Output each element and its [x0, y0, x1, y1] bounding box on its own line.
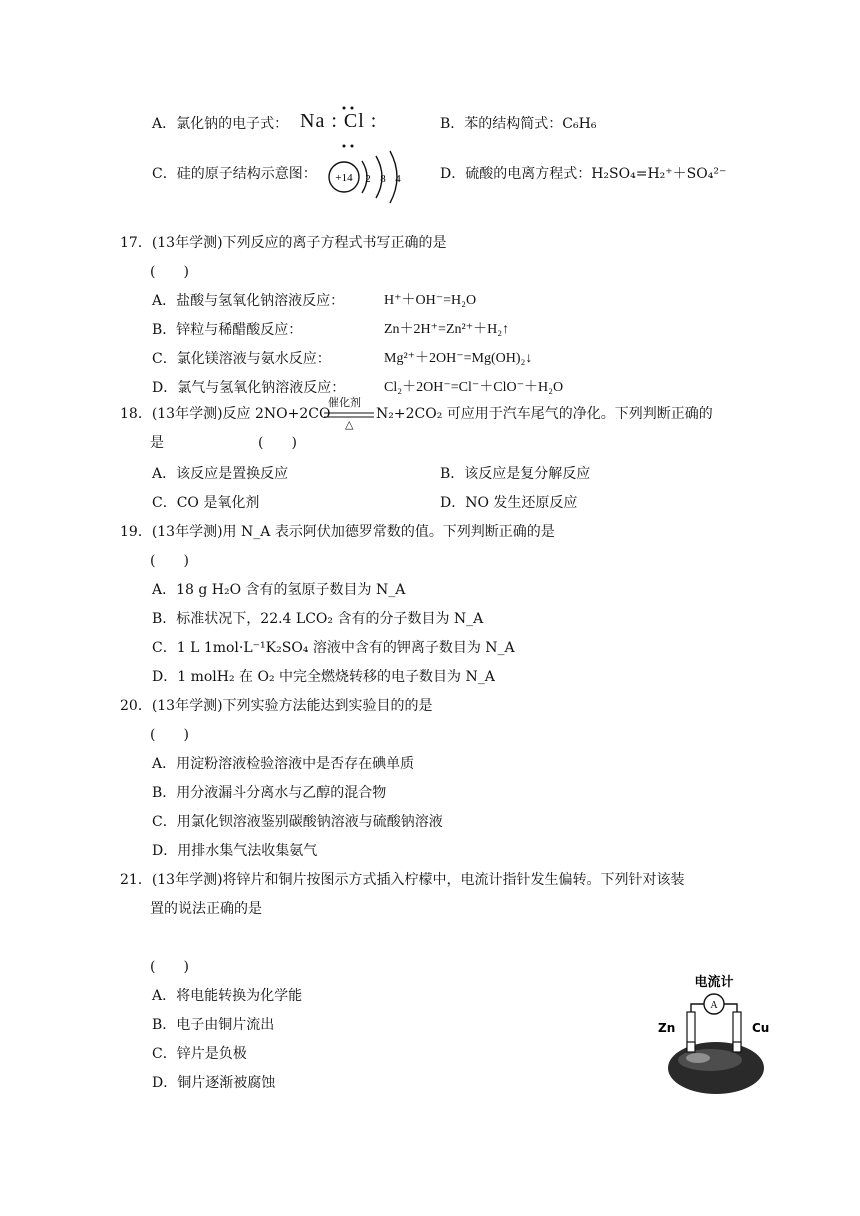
- q20-blank: ( ): [150, 727, 189, 743]
- copper-label: Cu: [752, 1021, 770, 1035]
- q21-stem-line1: 21．(13年学测)将锌片和铜片按图示方式插入柠檬中，电流计指针发生偏转。下列针对该装: [120, 872, 685, 888]
- q18-stem-post: N₂+2CO₂ 可应用于汽车尾气的净化。下列判断正确的: [376, 406, 713, 422]
- q19-option-a: A．18 g H₂O 含有的氢原子数目为 N_A: [152, 582, 406, 598]
- q20-option-d: D．用排水集气法收集氨气: [152, 843, 318, 859]
- q16-option-b: B．苯的结构简式：C₆H₆: [440, 116, 597, 132]
- q18-blank: ( ): [258, 435, 297, 451]
- electron-dots-icon: [330, 104, 370, 150]
- q16-option-a-label: A．氯化钠的电子式：: [152, 116, 289, 132]
- q21-option-d: D．铜片逐渐被腐蚀: [152, 1075, 276, 1091]
- zinc-label: Zn: [658, 1021, 676, 1035]
- nucleus-label: +14: [335, 172, 353, 184]
- silicon-atom-diagram: [326, 146, 410, 208]
- q20-option-c: C．用氯化钡溶液鉴别碳酸钠溶液与硫酸钠溶液: [152, 814, 443, 830]
- q19-stem: 19．(13年学测)用 N_A 表示阿伏加德罗常数的值。下列判断正确的是: [120, 524, 555, 540]
- q16-option-a-formula: Na : Cl :: [300, 110, 378, 132]
- shell-3-count: 4: [395, 173, 401, 185]
- q19-option-b: B．标准状况下，22.4 LCO₂ 含有的分子数目为 N_A: [152, 611, 484, 627]
- q17-option-c-label: C．氯化镁溶液与氨水反应：: [152, 351, 331, 367]
- q16-option-d: D．硫酸的电离方程式：H₂SO₄=H₂⁺＋SO₄²⁻: [440, 166, 727, 182]
- q17-option-c-eq: Mg²⁺＋2OH⁻=Mg(OH)₂↓: [384, 351, 533, 366]
- q17-blank: ( ): [150, 264, 189, 280]
- q18-option-d: D．NO 发生还原反应: [440, 495, 578, 511]
- q21-option-b: B．电子由铜片流出: [152, 1017, 275, 1033]
- q18-option-c: C．CO 是氧化剂: [152, 495, 260, 511]
- q18-option-a: A．该反应是置换反应: [152, 466, 289, 482]
- q17-option-a-eq: H⁺＋OH⁻=H₂O: [384, 293, 477, 308]
- q18-stem-pre: 18．(13年学测)反应 2NO+2CO: [120, 406, 331, 422]
- q16-option-c-label: C．硅的原子结构示意图：: [152, 166, 317, 182]
- q17-option-d-label: D．氯气与氢氧化钠溶液反应：: [152, 380, 346, 396]
- q20-option-b: B．用分液漏斗分离水与乙醇的混合物: [152, 785, 387, 801]
- q17-stem: 17．(13年学测)下列反应的离子方程式书写正确的是: [120, 235, 447, 251]
- q18-heat-label: △: [345, 418, 354, 431]
- q21-option-a: A．将电能转换为化学能: [152, 988, 303, 1004]
- q20-stem: 20．(13年学测)下列实验方法能达到实验目的的是: [120, 698, 433, 714]
- q21-blank: ( ): [150, 959, 189, 975]
- q18-option-b: B．该反应是复分解反应: [440, 466, 591, 482]
- q17-option-b-label: B．锌粒与稀醋酸反应：: [152, 322, 303, 338]
- q17-option-a-label: A．盐酸与氢氧化钠溶液反应：: [152, 293, 345, 309]
- q20-option-a: A．用淀粉溶液检验溶液中是否存在碘单质: [152, 756, 415, 772]
- shell-1-count: 2: [365, 173, 371, 185]
- ammeter-symbol: A: [710, 1000, 718, 1011]
- ammeter-title: 电流计: [694, 975, 734, 990]
- q19-option-d: D．1 molH₂ 在 O₂ 中完全燃烧转移的电子数目为 N_A: [152, 669, 495, 685]
- q18-stem-line2: 是: [150, 435, 164, 451]
- q21-option-c: C．锌片是负极: [152, 1046, 247, 1062]
- q17-option-d-eq: Cl₂＋2OH⁻=Cl⁻＋ClO⁻＋H₂O: [384, 380, 564, 395]
- lemon-battery-figure: [654, 966, 780, 1100]
- q19-blank: ( ): [150, 553, 189, 569]
- shell-2-count: 8: [380, 173, 386, 185]
- q17-option-b-eq: Zn＋2H⁺=Zn²⁺＋H₂↑: [384, 322, 510, 337]
- q18-catalyst-label: 催化剂: [328, 396, 361, 409]
- q21-stem-line2: 置的说法正确的是: [150, 901, 262, 917]
- q19-option-c: C．1 L 1mol·L⁻¹K₂SO₄ 溶液中含有的钾离子数目为 N_A: [152, 640, 515, 656]
